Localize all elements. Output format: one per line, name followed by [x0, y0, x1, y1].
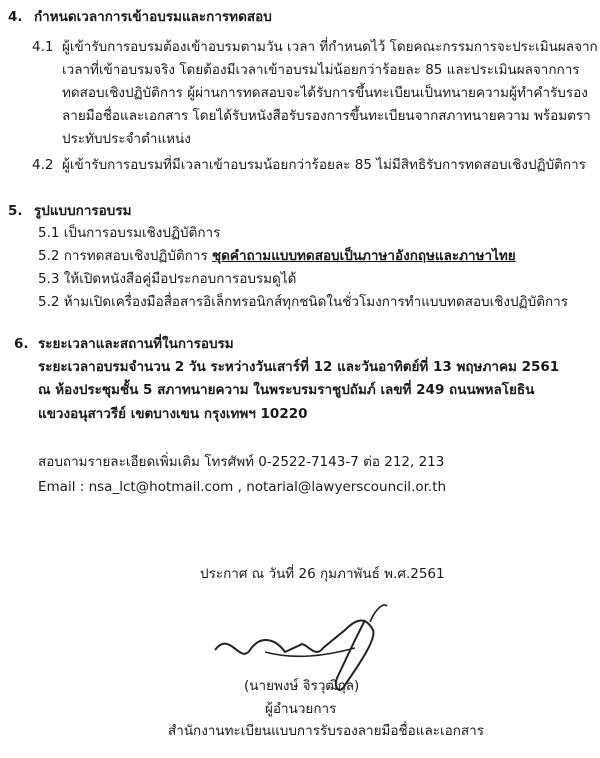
signatory-position: ผู้อำนวยการ — [265, 701, 337, 717]
announcement-date: ประกาศ ณ วันที่ 26 กุมภาพันธ์ พ.ศ.2561 — [200, 566, 445, 582]
section-6-number: 6. — [14, 336, 29, 352]
section-4-title: กำหนดเวลาการเข้าอบรมและการทดสอบ — [34, 9, 272, 25]
section-4-number: 4. — [8, 9, 23, 25]
section-5-number: 5. — [8, 203, 23, 219]
contact-phone: สอบถามรายละเอียดเพิ่มเติม โทรศัพท์ 0-2522-7143-7 ต่อ 212, 213 — [38, 454, 445, 470]
signatory-name: (นายพงษ์ จิรวุฒิกุล) — [244, 678, 360, 694]
item-4-1-line: เวลาที่เข้าอบรมจริง โดยต้องมีเวลาเข้าอบรมไม่น้อยกว่าร้อยละ 85 และประเมินผลจากการ — [62, 62, 580, 78]
contact-email: Email : nsa_lct@hotmail.com , notarial@lawyerscouncil.or.th — [38, 479, 447, 495]
item-4-2-number: 4.2 — [32, 157, 54, 173]
section-6-line: แขวงอนุสาวรีย์ เขตบางเขน กรุงเทพฯ 10220 — [38, 406, 308, 422]
item-4-1-number: 4.1 — [32, 39, 54, 55]
item-4-1-line: ผู้เข้ารับการอบรมต้องเข้าอบรมตามวัน เวลา ที่กำหนดไว้ โดยคณะกรรมการจะประเมินผลจาก — [62, 39, 598, 55]
section-6-title: ระยะเวลาและสถานที่ในการอบรม — [38, 336, 234, 352]
signatory-office: สำนักงานทะเบียนแบบการรับรองลายมือชื่อและเอกสาร — [168, 723, 484, 739]
item-5-2 — [38, 247, 516, 265]
item-5-3: 5.3 ให้เปิดหนังสือคู่มือประกอบการอบรมดูได้ — [38, 271, 297, 287]
section-6-line: ณ ห้องประชุมชั้น 5 สภาทนายความ ในพระบรมราชูปถัมภ์ เลขที่ 249 ถนนพหลโยธิน — [38, 382, 535, 398]
item-4-1-line: ลายมือชื่อและเอกสาร โดยได้รับหนังสือรับรองการขึ้นทะเบียนจากสภาทนายความ พร้อมตรา — [62, 108, 591, 124]
item-4-1-line: ทดสอบเชิงปฏิบัติการ ผู้ผ่านการทดสอบจะได้รับการขึ้นทะเบียนเป็นทนายความผู้ทำคำรับรอง — [62, 85, 588, 101]
section-6-line: ระยะเวลาอบรมจำนวน 2 วัน ระหว่างวันเสาร์ที่ 12 และวันอาทิตย์ที่ 13 พฤษภาคม 2561 — [38, 359, 560, 375]
item-5-2-emphasis: ชุดคำถามแบบทดสอบเป็นภาษาอังกฤษและภาษาไทย — [212, 248, 516, 264]
item-4-1-line: ประทับประจำตำแหน่ง — [62, 131, 191, 147]
section-5-title: รูปแบบการอบรม — [34, 203, 132, 219]
item-5-1: 5.1 เป็นการอบรมเชิงปฏิบัติการ — [38, 225, 221, 241]
item-4-2-text: ผู้เข้ารับการอบรมที่มีเวลาเข้าอบรมน้อยกว่าร้อยละ 85 ไม่มีสิทธิรับการทดสอบเชิงปฏิบัติการ — [62, 157, 586, 173]
item-5-4: 5.2 ห้ามเปิดเครื่องมือสื่อสารอิเล็กทรอนิกส์ทุกชนิดในชั่วโมงการทำแบบทดสอบเชิงปฏิบัติการ — [38, 294, 568, 310]
item-5-2-prefix: 5.2 การทดสอบเชิงปฏิบัติการ — [38, 248, 208, 264]
